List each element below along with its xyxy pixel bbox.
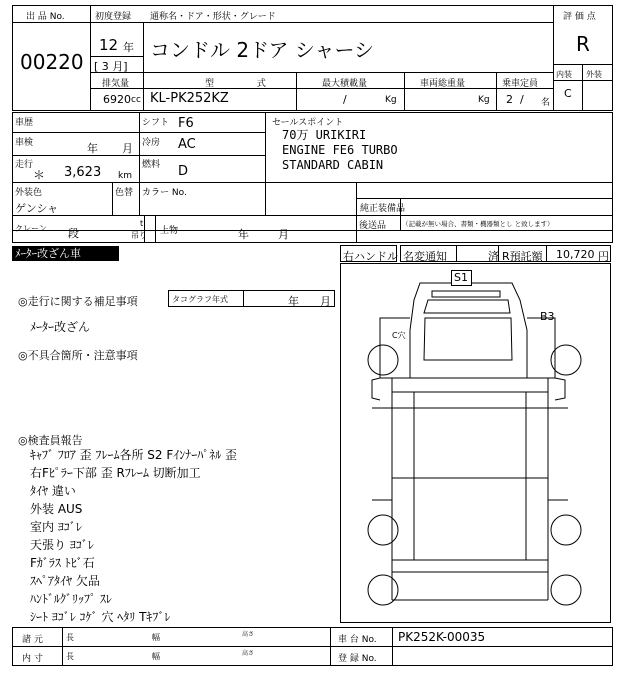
gross-weight-label: 車両総重量 — [420, 79, 466, 89]
damage-mark-s1: S1 — [454, 271, 468, 284]
inspector-line: 外装 AUS — [30, 502, 83, 516]
inspector-report-label: ◎検査員報告 — [18, 434, 83, 447]
mileage-mark: ＊ — [33, 168, 46, 182]
capacity-label: 乗車定員 — [502, 79, 539, 89]
sales-point-label: セールスポイント — [272, 118, 344, 128]
inspection-label: 車検 — [15, 138, 34, 148]
shift-label: シフト — [142, 118, 170, 128]
color-number-label: カラー No. — [142, 188, 187, 198]
mileage-label: 走行 — [15, 160, 34, 170]
tampered-meter-banner: ﾒｰﾀｰ改ざん車 — [12, 246, 119, 261]
crane-step-unit: 段 — [68, 227, 79, 240]
inner-width-label: 幅 — [152, 652, 160, 661]
chassis-number: PK252K-00035 — [398, 630, 486, 644]
aftermarket-note: （記載が無い場合、書類・機器類とし と致します） — [402, 220, 554, 228]
displacement-label: 排気量 — [102, 79, 130, 89]
max-load-slash: / — [343, 93, 347, 106]
inner-height-label: 高さ — [242, 650, 255, 657]
inspector-line: ﾀｲﾔ 違い — [30, 484, 76, 498]
crane-label: クレーン — [15, 224, 47, 233]
name-change-label: 名変通知 — [403, 250, 447, 263]
crane-ton-unit: t — [140, 219, 144, 228]
sales-point-line: STANDARD CABIN — [282, 158, 384, 172]
recycle-status: 済 — [488, 250, 499, 263]
driving-note: ﾒｰﾀｰ改ざん — [30, 320, 91, 334]
gross-weight-unit: Kg — [478, 95, 490, 105]
mileage-value: 3,623 — [64, 165, 102, 180]
crane-hang-unit: 吊り — [131, 231, 147, 240]
upper-month-unit: 月 — [278, 228, 289, 241]
recycle-label: R預託額 — [502, 250, 543, 263]
inspector-line: ｽﾍﾟｱﾀｲﾔ 欠品 — [30, 574, 100, 588]
interior-label: 内装 — [556, 70, 572, 79]
capacity-slash: / — [520, 93, 524, 106]
capacity-value: 2 — [506, 93, 513, 106]
history-label: 車歴 — [15, 118, 34, 128]
evaluation-score: R — [576, 32, 590, 56]
recycle-amount: 10,720 — [556, 248, 595, 261]
car-name-label: 通称名・ドア・形状・グレード — [150, 12, 276, 22]
inner-length-label: 長 — [66, 652, 74, 661]
fuel-label: 燃料 — [142, 160, 161, 170]
inspection-year-unit: 年 — [87, 142, 98, 155]
model-label: 型 式 — [205, 79, 286, 89]
inspector-line: 天張り ﾖｺﾞﾚ — [30, 538, 94, 552]
exterior-label: 外装 — [586, 70, 602, 79]
registration-year: 12 — [99, 36, 119, 54]
exterior-color-value: ゲンシャ — [15, 202, 59, 215]
shift-value: F6 — [178, 116, 194, 131]
chassis-number-label: 車 台 No. — [338, 635, 377, 645]
inspector-line: ｷｬﾌﾞ ﾌﾛｱ 歪 ﾌﾚｰﾑ各所 S2 Fｲﾝﾅｰﾊﾟﾈﾙ 歪 — [30, 448, 238, 462]
first-registration-label: 初度登録 — [95, 12, 132, 22]
height-label: 高さ — [242, 631, 255, 638]
damage-mark-c: C穴 — [392, 331, 406, 340]
right-hand-drive-label: 右ハンドル — [343, 250, 398, 263]
upper-body-label: 上物 — [160, 226, 179, 236]
tachograph-label: タコグラフ年式 — [172, 295, 228, 304]
dimensions-label: 諸 元 — [22, 635, 43, 645]
inspector-line: 室内 ﾖｺﾞﾚ — [30, 520, 82, 534]
max-load-unit: Kg — [385, 95, 397, 105]
aircon-label: 冷房 — [142, 138, 161, 148]
displacement-value: 6920 — [103, 93, 131, 106]
lot-number: 00220 — [20, 50, 84, 74]
tachograph-year-unit: 年 — [288, 295, 299, 308]
car-name: コンドル 2ドア シャーシ — [150, 38, 375, 62]
inspector-line: Fｶﾞﾗｽ ﾄﾋﾞ石 — [30, 556, 95, 570]
evaluation-label: 評 価 点 — [563, 12, 596, 22]
inspector-line: 右Fﾋﾟﾗｰ下部 歪 Rﾌﾚｰﾑ 切断加工 — [30, 466, 201, 480]
driving-notes-label: ◎走行に関する補足事項 — [18, 295, 138, 308]
genuine-equipment-label: 純正装備品 — [360, 204, 406, 214]
inspector-line: ｼｰﾄ ﾖｺﾞﾚ ｺｹﾞ 穴 ﾍﾀﾘ Tｷﾌﾞﾚ — [30, 610, 171, 624]
inspector-line: ﾊﾝﾄﾞﾙｸﾞﾘｯﾌﾟ ｽﾚ — [30, 592, 112, 606]
damage-mark-b3: B3 — [540, 310, 555, 323]
sales-point-line: ENGINE FE6 TURBO — [282, 143, 398, 157]
recycle-yen-unit: 円 — [598, 250, 609, 263]
lot-label: 出 品 No. — [26, 12, 65, 22]
defects-label: ◎不具合箇所・注意事項 — [18, 349, 138, 362]
registration-number-label: 登 録 No. — [338, 654, 377, 664]
capacity-unit: 名 — [541, 98, 551, 108]
width-label: 幅 — [152, 633, 160, 642]
color-change-label: 色替 — [115, 188, 134, 198]
upper-year-unit: 年 — [238, 228, 249, 241]
aftermarket-label: 後送品 — [359, 221, 387, 231]
sales-point-line: 70万 URIKIRI — [282, 128, 367, 142]
inspection-month-unit: 月 — [122, 142, 133, 155]
displacement-unit: cc — [131, 95, 141, 105]
length-label: 長 — [66, 633, 74, 642]
registration-month: [ 3 月] — [94, 60, 128, 73]
aircon-value: AC — [178, 137, 196, 152]
tachograph-month-unit: 月 — [320, 295, 331, 308]
registration-year-unit: 年 — [123, 41, 134, 54]
max-load-label: 最大積載量 — [322, 79, 368, 89]
inner-dimensions-label: 内 寸 — [22, 654, 43, 664]
fuel-value: D — [178, 164, 189, 179]
interior-score: C — [564, 87, 572, 100]
mileage-unit: km — [118, 171, 132, 181]
exterior-color-label: 外装色 — [15, 188, 43, 198]
model-code: KL-PK252KZ — [150, 91, 229, 106]
